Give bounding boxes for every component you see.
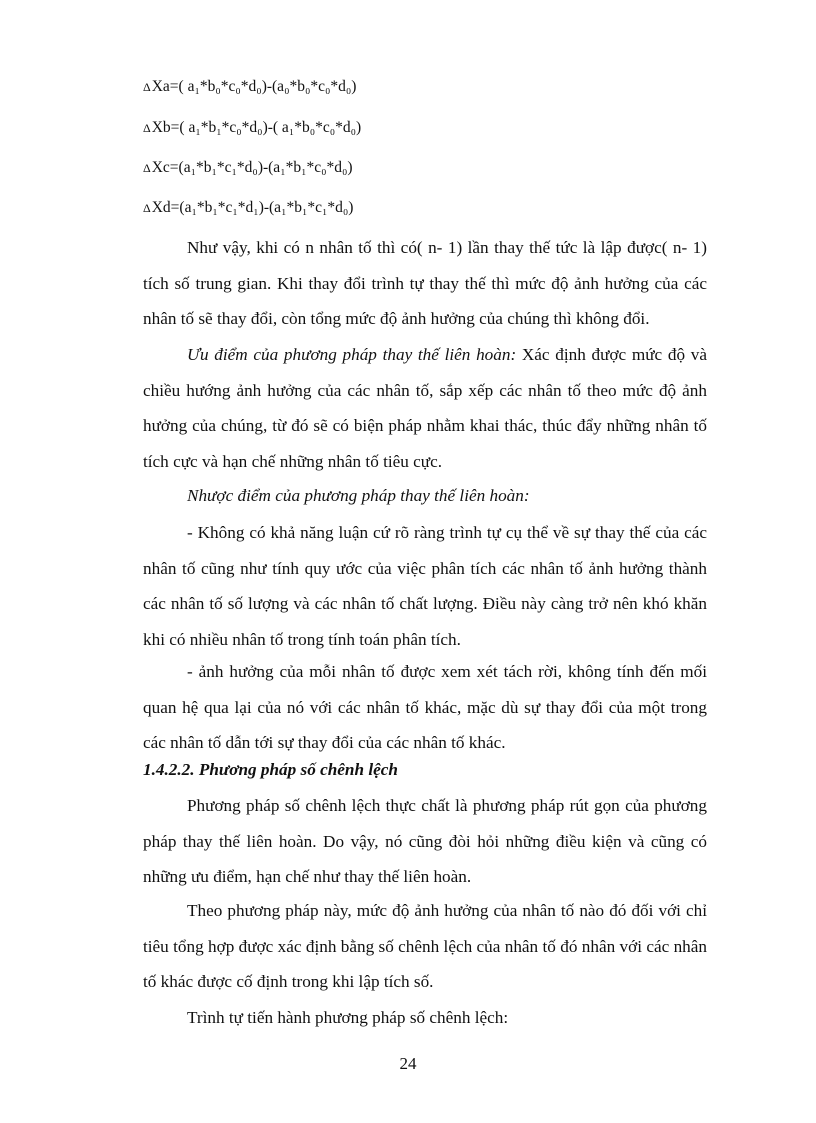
formula-delta-xc (143, 159, 353, 177)
paragraph-difference-steps: Trình tự tiến hành phương pháp số chênh lệch: (187, 1008, 509, 1027)
formula-label: Xd (151, 199, 171, 216)
advantages-body: Xác định được mức độ và chiều hướng ảnh hưởng của các nhân tố, sắp xếp các nhân tố theo mức độ ảnh hưởng của chúng, từ đó sẽ có biện pháp nhằm khai thác, thúc đẩy những nhân tố tích cực và hạn chế những nhân tố tiêu cực. (143, 345, 707, 471)
delta-symbol: Δ (143, 201, 151, 215)
delta-symbol: Δ (143, 121, 151, 135)
paragraph-difference-method: Theo phương pháp này, mức độ ảnh hưởng của nhân tố nào đó đối với chỉ tiêu tổng hợp được xác định bằng số chênh lệch của nhân tố đó nhân với các nhân tố khác được cố định trong khi lập tích số. (143, 901, 707, 991)
formula-delta-xb (143, 119, 361, 137)
advantages-title: Ưu điểm của phương pháp thay thế liên hoàn: (187, 345, 517, 364)
formula-body: =( a₁*b₁*c₀*d₀)-( a₁*b₀*c₀*d₀) (170, 119, 362, 136)
paragraph-difference-intro: Phương pháp số chênh lệch thực chất là phương pháp rút gọn của phương pháp thay thế liên hoàn. Do vậy, nó cũng đòi hỏi những điều kiện và cũng có những ưu điểm, hạn chế như thay thế liên hoàn. (143, 796, 707, 886)
formula-body: =(a₁*b₁*c₁*d₀)-(a₁*b₁*c₀*d₀) (169, 159, 353, 176)
section-heading: 1.4.2.2. Phương pháp số chênh lệch (143, 760, 398, 779)
formula-delta-xd (143, 199, 353, 217)
paragraph-summary: Như vậy, khi có n nhân tố thì có( n- 1) lần thay thế tức là lập được( n- 1) tích số trung gian. Khi thay đổi trình tự thay thế thì mức độ ảnh hưởng của các nhân tố sẽ thay đổi, còn tổng mức độ ảnh hưởng của chúng thì không đổi. (143, 238, 707, 328)
formula-label: Xa (151, 78, 170, 95)
paragraph-disadvantages-title (143, 478, 707, 514)
delta-symbol: Δ (143, 80, 151, 94)
paragraph-disadvantage-2: - ảnh hưởng của mỗi nhân tố được xem xét tách rời, không tính đến mối quan hệ qua lại của nó với các nhân tố khác, mặc dù sự thay đổi của một trong các nhân tố dẫn tới sự thay đổi của các nhân tố khác. (143, 662, 707, 752)
formula-body: =(a₁*b₁*c₁*d₁)-(a₁*b₁*c₁*d₀) (170, 199, 354, 216)
paragraph-disadvantage-1: - Không có khả năng luận cứ rõ ràng trình tự cụ thể về sự thay thế của các nhân tố cũng như tính quy ước của việc phân tích các nhân tố ảnh hưởng thành các nhân tố số lượng và các nhân tố chất lượng. Điều này càng trở nên khó khăn khi có nhiều nhân tố trong tính toán phân tích. (143, 523, 707, 649)
formula-label: Xc (151, 159, 170, 176)
formula-delta-xa (143, 78, 356, 96)
formula-label: Xb (151, 119, 171, 136)
paragraph-advantages (143, 337, 707, 479)
page-number: 24 (399, 1054, 417, 1073)
formula-body: =( a₁*b₀*c₀*d₀)-(a₀*b₀*c₀*d₀) (169, 78, 357, 95)
disadvantages-title: Nhược điểm của phương pháp thay thế liên hoàn: (187, 486, 530, 505)
delta-symbol: Δ (143, 161, 151, 175)
